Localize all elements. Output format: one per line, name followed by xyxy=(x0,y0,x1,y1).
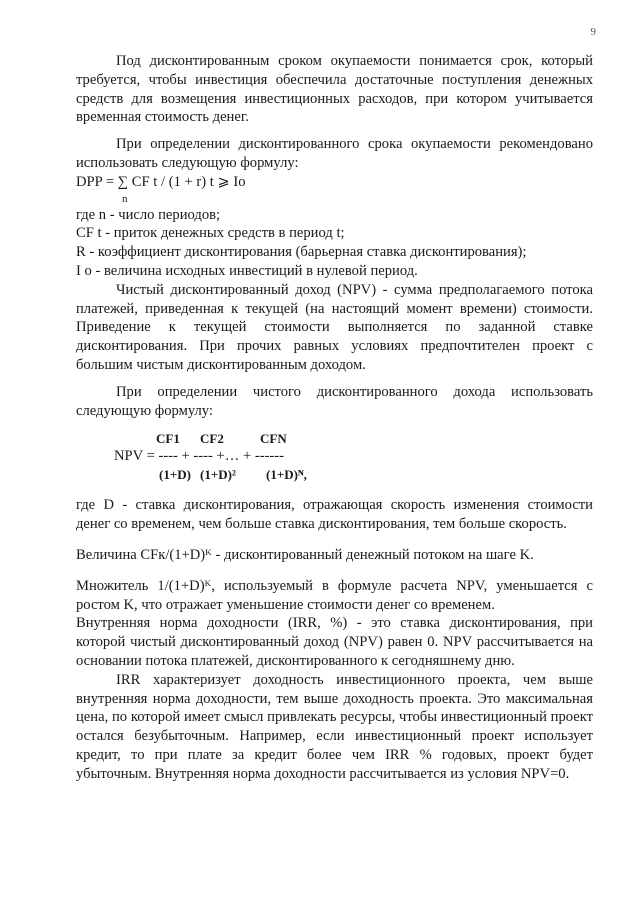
npv-denominator-2: (1+D)² xyxy=(200,467,236,483)
npv-denominator-1: (1+D) xyxy=(159,467,191,483)
dpp-formula: DPP = ∑ CF t / (1 + r) t ⩾ Io xyxy=(76,173,246,190)
npv-numerator-n: CFN xyxy=(260,431,287,447)
definition-line: где n - число периодов; xyxy=(76,206,221,223)
npv-numerator-1: CF1 xyxy=(156,431,180,447)
paragraph-discounted-cash-flow: Величина CFк/(1+D)ᴷ - дисконтированный денежный потоком на шаге K. xyxy=(76,546,534,563)
paragraph-npv-formula-intro: При определении чистого дисконтированного дохода использовать следующую формулу: xyxy=(76,383,593,419)
paragraph-discount-multiplier: Множитель 1/(1+D)ᴷ, используемый в формуле расчета NPV, уменьшается с ростом K, что отражает уменьшение стоимости денег со временем. xyxy=(76,577,593,613)
paragraph-dpp-definition: Под дисконтированным сроком окупаемости понимается срок, который требуется, чтобы инвестиция обеспечила достаточные поступления денежных средств для возмещения инвестиционных расходов, при котором учитывается временная стоимость денег. xyxy=(76,53,593,126)
definition-line: I o - величина исходных инвестиций в нулевой период. xyxy=(76,262,418,279)
paragraph-discount-rate: где D - ставка дисконтирования, отражающая скорость изменения стоимости денег со временем, чем больше ставка дисконтирования, тем больше скорость. xyxy=(76,497,593,533)
definition-line: R - коэффициент дисконтирования (барьерная ставка дисконтирования); xyxy=(76,244,527,261)
paragraph-irr-characteristics: IRR характеризует доходность инвестиционного проекта, чем выше внутренняя норма доходности, тем выше доходность проекта. Это максимальная цена, по которой имеет смысл привлекать ресурсы, чтобы инвестиционный проект остался безубыточным. Например, если инвестиционный проект использует кредит, то при плате за кредит более чем IRR % годовых, проект будет убыточным. Внутренняя норма доходности рассчитывается из условия NPV=0. xyxy=(76,671,593,782)
npv-numerator-2: CF2 xyxy=(200,431,224,447)
document-body xyxy=(76,52,593,784)
paragraph-npv-definition: Чистый дисконтированный доход (NPV) - сумма предполагаемого потока платежей, приведенная к текущей (на настоящий момент времени) стоимости. Приведение к текущей стоимости выполняется по заданной ставке дисконтирования. При прочих равных условиях предпочтителен проект с большим чистым дисконтированным доходом. xyxy=(76,281,593,373)
npv-denominator-n: (1+D)ᴺ, xyxy=(266,467,307,483)
dpp-formula-subscript: n xyxy=(122,192,128,205)
paragraph-irr-definition: Внутренняя норма доходности (IRR, %) - это ставка дисконтирования, при которой чистый дисконтированный доход (NPV) равен 0. NPV рассчитывается на основании потока платежей, дисконтированного к сегодняшнему дню. xyxy=(76,615,593,669)
paragraph-dpp-formula-intro: При определении дисконтированного срока окупаемости рекомендовано использовать следующую формулу: xyxy=(76,136,593,171)
definition-line: CF t - приток денежных средств в период t; xyxy=(76,225,345,242)
page-number: 9 xyxy=(590,26,596,38)
npv-formula xyxy=(76,430,593,488)
npv-formula-line: NPV = ---- + ---- +… + ------ xyxy=(114,448,285,465)
